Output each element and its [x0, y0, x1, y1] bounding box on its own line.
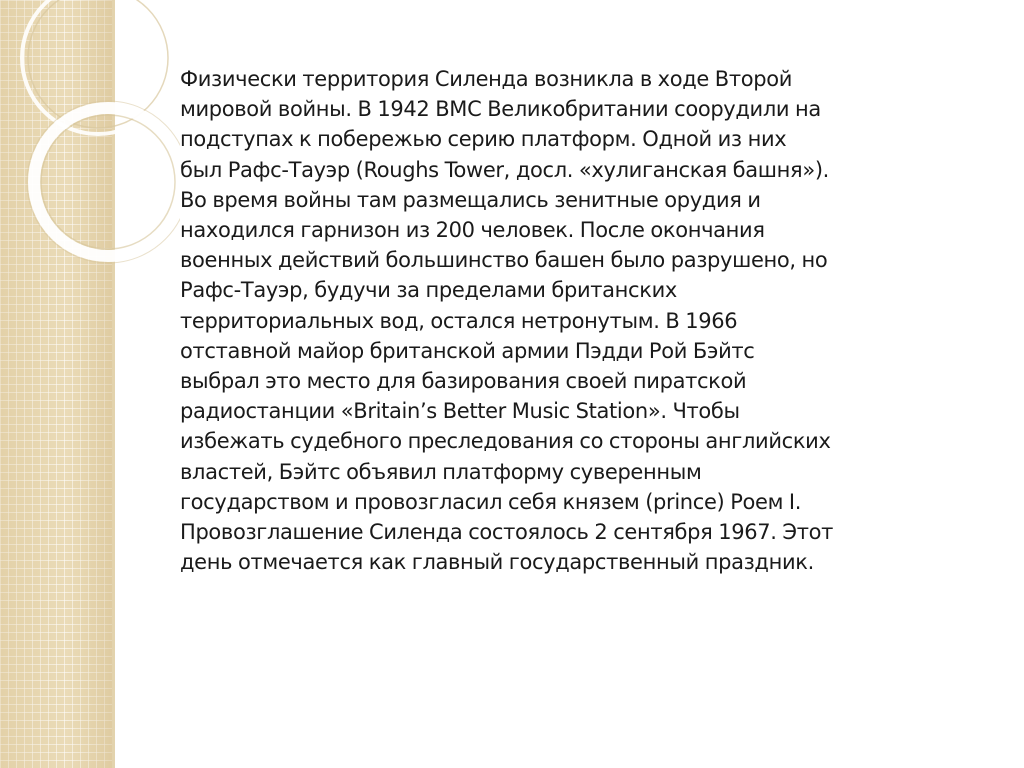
- text-line: Провозглашение Силенда состоялось 2 сентября 1967. Этот: [180, 520, 833, 545]
- text-line: Во время войны там размещались зенитные орудия и: [180, 187, 761, 212]
- text-line: государством и провозгласил себя князем (prince) Роем I.: [180, 489, 802, 514]
- text-line: выбрал это место для базирования своей пиратской: [180, 369, 747, 394]
- text-line: властей, Бэйтс объявил платформу суверенным: [180, 459, 702, 484]
- text-line: Рафс-Тауэр, будучи за пределами британских: [180, 278, 677, 303]
- small-ring-outer: [34, 108, 180, 256]
- text-line: избежать судебного преследования со стороны английских: [180, 429, 831, 454]
- text-line: отставной майор британской армии Пэдди Рой Бэйтс: [180, 338, 755, 363]
- text-line: Физически территория Силенда возникла в ходе Второй: [180, 67, 793, 91]
- text-line: подступах к побережью серию платформ. Одной из них: [180, 127, 787, 152]
- text-line: находился гарнизон из 200 человек. После окончания: [180, 218, 765, 243]
- text-line: военных действий большинство башен было разрушено, но: [180, 248, 828, 273]
- body-text: [180, 64, 995, 577]
- text-line: день отмечается как главный государственный праздник.: [180, 550, 814, 575]
- text-line: был Рафс-Тауэр (Roughs Tower, досл. «хулиганская башня»).: [180, 157, 829, 182]
- text-line: территориальных вод, остался нетронутым. В 1966: [180, 308, 738, 333]
- decorative-circles-ornament: [0, 0, 180, 768]
- text-line: радиостанции «Britain’s Better Music Station». Чтобы: [180, 399, 740, 424]
- text-line: мировой войны. В 1942 ВМС Великобритании соорудили на: [180, 97, 821, 122]
